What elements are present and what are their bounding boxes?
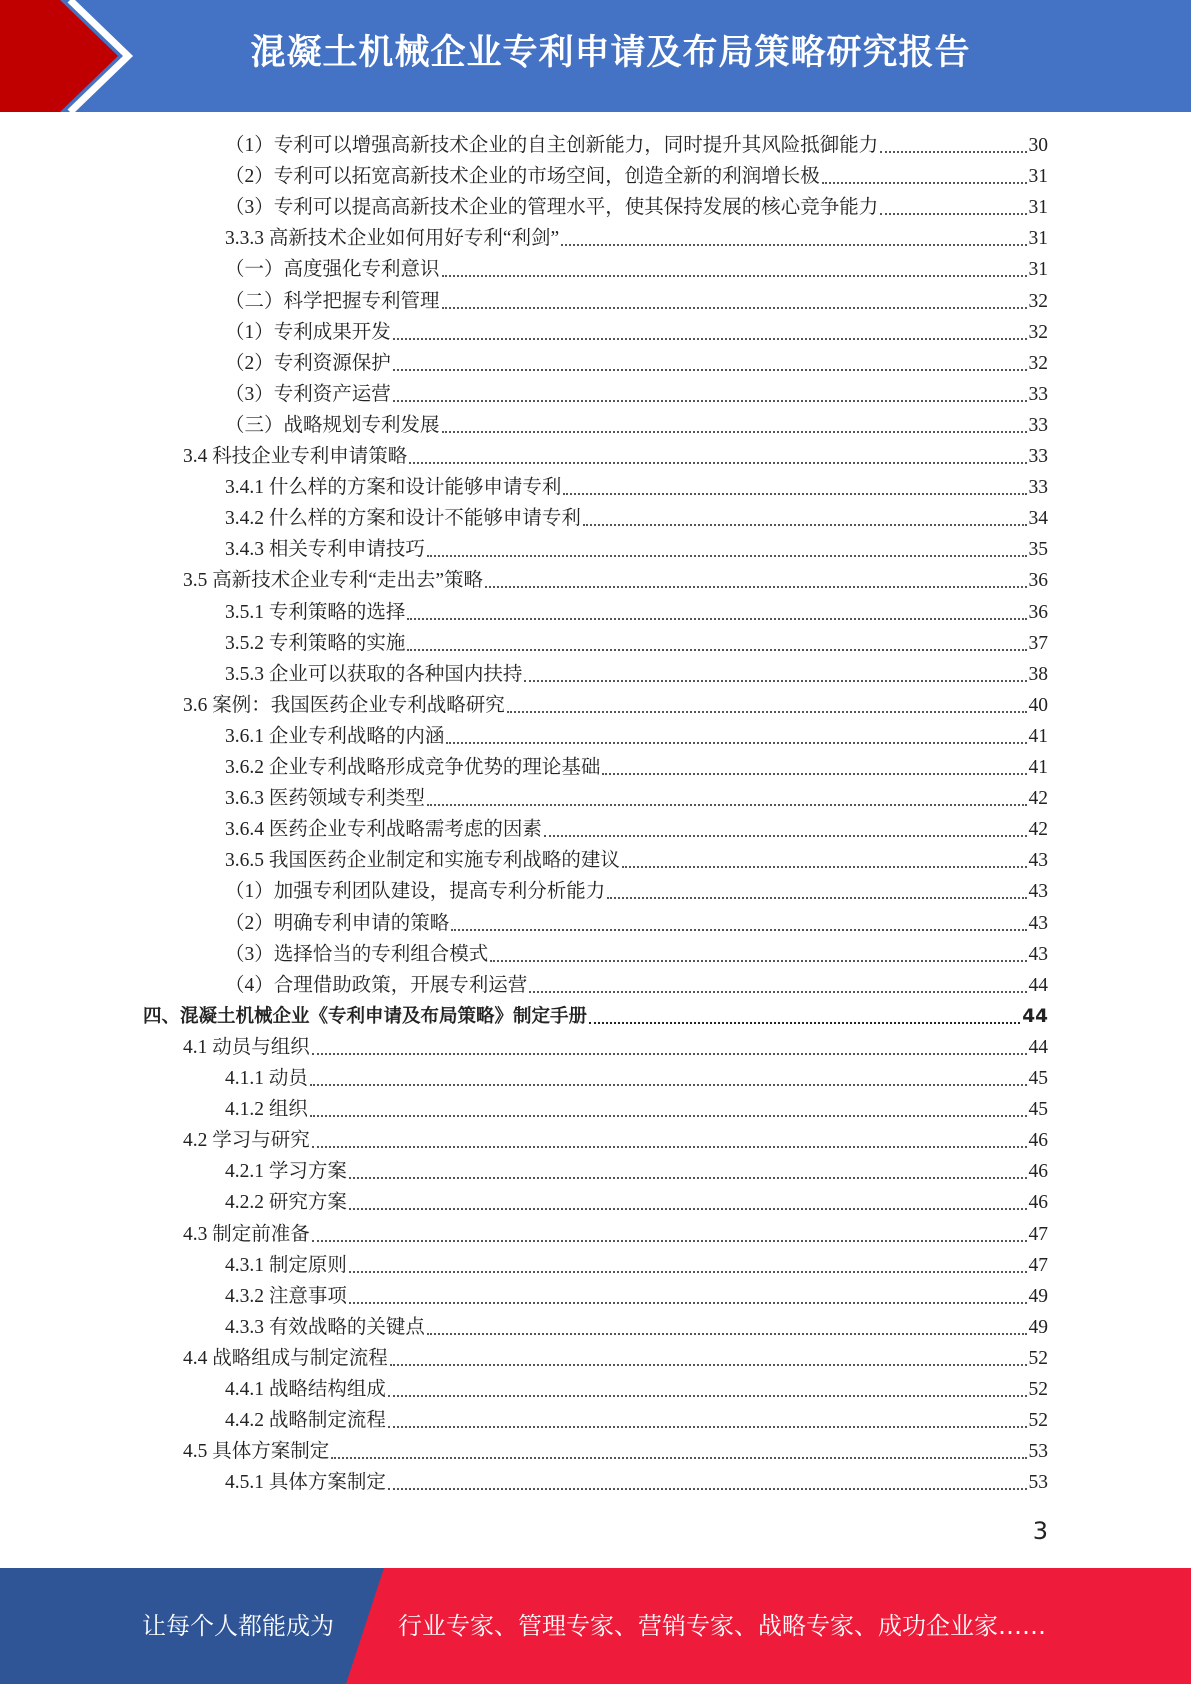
toc-entry-label: 3.5.3 企业可以获取的各种国内扶持: [225, 663, 523, 685]
toc-leader-dots: [490, 960, 1026, 962]
toc-entry-page: 41: [1028, 725, 1048, 747]
toc-entry-page: 31: [1028, 228, 1048, 250]
toc-entry-page: 42: [1028, 788, 1048, 810]
toc-entry-label: 4.5 具体方案制定: [183, 1441, 330, 1463]
toc-entry[interactable]: [225, 1248, 1048, 1279]
toc-entry-page: 33: [1028, 414, 1048, 436]
toc-entry-label: 4.3 制定前准备: [183, 1223, 310, 1245]
toc-entry-page: 44: [1028, 974, 1048, 996]
toc-entry-page: 47: [1028, 1254, 1048, 1276]
toc-entry-label: 3.4.3 相关专利申请技巧: [225, 539, 425, 561]
toc-entry-page: 42: [1028, 819, 1048, 841]
toc-leader-dots: [393, 369, 1027, 371]
toc-leader-dots: [880, 151, 1026, 153]
toc-leader-dots: [524, 680, 1026, 682]
toc-leader-dots: [390, 1364, 1027, 1366]
toc-entry-label: （1）加强专利团队建设，提高专利分析能力: [225, 881, 606, 903]
page-header: [0, 0, 1191, 112]
toc-entry-label: （3）专利可以提高高新技术企业的管理水平，使其保持发展的核心竞争能力: [225, 197, 879, 219]
toc-entry-label: 3.5.2 专利策略的实施: [225, 632, 406, 654]
toc-leader-dots: [310, 1084, 1027, 1086]
toc-entry-label: 4.4.2 战略制定流程: [225, 1410, 386, 1432]
toc-leader-dots: [331, 1457, 1026, 1459]
toc-entry[interactable]: [225, 657, 1048, 688]
toc-entry[interactable]: [225, 781, 1048, 812]
toc-entry[interactable]: [225, 128, 1048, 159]
toc-leader-dots: [388, 1426, 1027, 1428]
toc-entry[interactable]: [143, 999, 1048, 1030]
toc-leader-dots: [602, 773, 1026, 775]
toc-entry[interactable]: [225, 315, 1048, 346]
toc-entry[interactable]: [225, 812, 1048, 843]
toc-entry[interactable]: [225, 501, 1048, 532]
toc-entry-page: 33: [1028, 446, 1048, 467]
footer-slogan-left: 让每个人都能成为: [142, 1612, 334, 1640]
toc-entry-label: 3.5 高新技术企业专利“走出去”策略: [183, 570, 484, 592]
toc-entry-label: 4.3.3 有效战略的关键点: [225, 1316, 425, 1338]
toc-entry-label: 3.4 科技企业专利申请策略: [183, 446, 408, 467]
toc-entry-label: 4.2.1 学习方案: [225, 1161, 347, 1183]
toc-leader-dots: [589, 1022, 1020, 1024]
toc-leader-dots: [822, 182, 1027, 184]
toc-entry-label: （4）合理借助政策，开展专利运营: [225, 974, 528, 996]
toc-entry-page: 35: [1028, 539, 1048, 561]
toc-entry-page: 43: [1028, 850, 1048, 872]
toc-entry[interactable]: [183, 1123, 1048, 1154]
toc-entry-page: 45: [1028, 1068, 1048, 1089]
toc-entry-page: 32: [1028, 321, 1048, 343]
toc-leader-dots: [485, 586, 1026, 588]
page-number: 3: [1032, 1517, 1048, 1545]
toc-entry-page: 33: [1028, 477, 1048, 499]
toc-entry[interactable]: [225, 1279, 1048, 1310]
toc-entry-label: 3.6.5 我国医药企业制定和实施专利战略的建议: [225, 850, 620, 872]
toc-entry-label: 3.4.2 什么样的方案和设计不能够申请专利: [225, 508, 581, 530]
toc-entry[interactable]: [225, 408, 1048, 439]
toc-entry-label: 3.4.1 什么样的方案和设计能够申请专利: [225, 477, 562, 499]
toc-leader-dots: [427, 555, 1027, 557]
toc-entry-page: 53: [1028, 1472, 1048, 1494]
toc-entry[interactable]: [225, 750, 1048, 781]
toc-entry-label: 4.1 动员与组织: [183, 1036, 310, 1058]
toc-entry[interactable]: [225, 190, 1048, 221]
footer-slogan-right: 行业专家、管理专家、营销专家、战略专家、成功企业家……: [398, 1612, 1046, 1640]
toc-entry-label: 4.1.1 动员: [225, 1068, 308, 1089]
toc-entry-label: 3.5.1 专利策略的选择: [225, 601, 406, 623]
toc-entry[interactable]: [225, 937, 1048, 968]
toc-entry[interactable]: [225, 284, 1048, 315]
toc-entry[interactable]: [183, 1341, 1048, 1372]
toc-entry-label: （三）战略规划专利发展: [225, 414, 440, 436]
toc-entry-page: 41: [1028, 757, 1048, 778]
toc-entry-label: （2）专利资源保护: [225, 352, 391, 374]
toc-entry[interactable]: [225, 1465, 1048, 1496]
toc-entry-page: 33: [1028, 383, 1048, 405]
toc-entry-label: 四、混凝土机械企业《专利申请及布局策略》制定手册: [143, 1005, 588, 1027]
toc-entry-label: （一）高度强化专利意识: [225, 259, 440, 281]
toc-entry[interactable]: [183, 1030, 1048, 1061]
toc-leader-dots: [427, 804, 1027, 806]
toc-entry[interactable]: [225, 968, 1048, 999]
toc-entry[interactable]: [225, 470, 1048, 501]
toc-entry[interactable]: [225, 906, 1048, 937]
toc-entry[interactable]: [225, 221, 1048, 252]
toc-leader-dots: [409, 462, 1026, 464]
toc-entry[interactable]: [225, 595, 1048, 626]
toc-leader-dots: [393, 400, 1027, 402]
toc-entry-page: 47: [1028, 1223, 1048, 1245]
toc-entry[interactable]: [225, 346, 1048, 377]
toc-leader-dots: [388, 1488, 1027, 1490]
toc-entry-page: 31: [1028, 259, 1048, 281]
toc-entry-label: （2）专利可以拓宽高新技术企业的市场空间，创造全新的利润增长极: [225, 166, 820, 188]
toc-leader-dots: [622, 866, 1027, 868]
toc-leader-dots: [407, 618, 1026, 620]
toc-leader-dots: [349, 1271, 1027, 1273]
toc-entry-label: 3.6.4 医药企业专利战略需考虑的因素: [225, 819, 542, 841]
toc-entry-label: 4.3.2 注意事项: [225, 1285, 347, 1307]
toc-entry[interactable]: [225, 1310, 1048, 1341]
report-title: 混凝土机械企业专利申请及布局策略研究报告: [250, 33, 971, 73]
toc-entry-label: 3.6 案例：我国医药企业专利战略研究: [183, 694, 505, 716]
toc-entry-page: 43: [1028, 881, 1048, 903]
toc-leader-dots: [880, 213, 1026, 215]
toc-leader-dots: [507, 711, 1027, 713]
toc-leader-dots: [544, 835, 1027, 837]
toc-entry-page: 34: [1028, 508, 1048, 530]
toc-entry-page: 46: [1028, 1161, 1048, 1183]
toc-entry-page: 43: [1028, 943, 1048, 965]
toc-leader-dots: [310, 1115, 1027, 1117]
toc-entry-page: 44: [1022, 1005, 1048, 1027]
toc-entry-page: 52: [1028, 1410, 1048, 1432]
toc-leader-dots: [442, 307, 1027, 309]
toc-entry-page: 52: [1028, 1379, 1048, 1400]
toc-leader-dots: [349, 1302, 1027, 1304]
toc-entry-page: 52: [1028, 1347, 1048, 1369]
toc-leader-dots: [451, 929, 1026, 931]
toc-entry-label: （3）选择恰当的专利组合模式: [225, 943, 489, 965]
toc-entry-page: 46: [1028, 1130, 1048, 1152]
toc-entry[interactable]: [225, 719, 1048, 750]
toc-leader-dots: [529, 991, 1026, 993]
toc-entry[interactable]: [225, 626, 1048, 657]
toc-entry[interactable]: [225, 1092, 1048, 1123]
toc-entry-page: 32: [1028, 352, 1048, 374]
toc-entry-label: 4.4.1 战略结构组成: [225, 1379, 386, 1400]
toc-entry-page: 40: [1028, 694, 1048, 716]
toc-entry-label: 4.2.2 研究方案: [225, 1192, 347, 1214]
toc-entry-label: （二）科学把握专利管理: [225, 290, 440, 312]
toc-leader-dots: [561, 244, 1026, 246]
toc-leader-dots: [388, 1395, 1027, 1397]
toc-entry-page: 37: [1028, 632, 1048, 654]
toc-entry[interactable]: [225, 874, 1048, 905]
toc-entry-label: 4.4 战略组成与制定流程: [183, 1347, 388, 1369]
toc-entry[interactable]: [183, 688, 1048, 719]
toc-leader-dots: [349, 1177, 1027, 1179]
toc-entry-page: 49: [1028, 1316, 1048, 1338]
toc-leader-dots: [563, 493, 1026, 495]
toc-entry-label: 4.1.2 组织: [225, 1099, 308, 1121]
toc-entry[interactable]: [225, 252, 1048, 283]
toc-entry-page: 36: [1028, 570, 1048, 592]
toc-entry[interactable]: [183, 439, 1048, 470]
toc-leader-dots: [583, 524, 1027, 526]
toc-entry-label: （1）专利成果开发: [225, 321, 391, 343]
toc-entry-page: 30: [1028, 135, 1048, 156]
toc-leader-dots: [312, 1146, 1027, 1148]
page-footer: [0, 1568, 1191, 1684]
toc-entry[interactable]: [225, 1154, 1048, 1185]
toc-entry-page: 36: [1028, 601, 1048, 623]
toc-leader-dots: [442, 275, 1027, 277]
toc-entry[interactable]: [225, 1061, 1048, 1092]
toc-entry-label: 3.6.2 企业专利战略形成竞争优势的理论基础: [225, 757, 601, 778]
toc-entry-page: 43: [1028, 912, 1048, 934]
toc-entry[interactable]: [225, 532, 1048, 563]
toc-leader-dots: [427, 1333, 1027, 1335]
toc-entry-page: 38: [1028, 663, 1048, 685]
toc-entry-label: 4.3.1 制定原则: [225, 1254, 347, 1276]
toc-leader-dots: [607, 897, 1026, 899]
toc-entry[interactable]: [225, 1185, 1048, 1216]
toc-entry-page: 45: [1028, 1099, 1048, 1121]
toc-entry-label: （2）明确专利申请的策略: [225, 912, 450, 934]
toc-leader-dots: [393, 338, 1027, 340]
toc-entry[interactable]: [183, 1434, 1048, 1465]
toc-leader-dots: [442, 431, 1027, 433]
toc-entry-page: 32: [1028, 290, 1048, 312]
toc-entry-label: 3.3.3 高新技术企业如何用好专利“利剑”: [225, 228, 560, 250]
toc-entry[interactable]: [183, 563, 1048, 594]
toc-entry-label: 3.6.1 企业专利战略的内涵: [225, 725, 445, 747]
toc-entry-label: 4.2 学习与研究: [183, 1130, 310, 1152]
toc-entry-label: （3）专利资产运营: [225, 383, 391, 405]
toc-entry-page: 46: [1028, 1192, 1048, 1214]
toc-entry-page: 49: [1028, 1285, 1048, 1307]
toc-entry[interactable]: [225, 843, 1048, 874]
toc-entry-label: 3.6.3 医药领域专利类型: [225, 788, 425, 810]
toc-entry-page: 44: [1028, 1036, 1048, 1058]
toc-entry[interactable]: [225, 1372, 1048, 1403]
toc-leader-dots: [349, 1208, 1027, 1210]
toc-entry-page: 31: [1028, 166, 1048, 188]
toc-leader-dots: [407, 649, 1026, 651]
toc-entry[interactable]: [225, 159, 1048, 190]
toc-leader-dots: [312, 1240, 1027, 1242]
toc-entry[interactable]: [183, 1217, 1048, 1248]
toc-entry-label: （1）专利可以增强高新技术企业的自主创新能力，同时提升其风险抵御能力: [225, 135, 879, 156]
toc-entry[interactable]: [225, 377, 1048, 408]
toc-entry-page: 31: [1028, 197, 1048, 219]
toc-leader-dots: [446, 742, 1026, 744]
toc-entry-page: 53: [1028, 1441, 1048, 1463]
toc-entry[interactable]: [225, 1403, 1048, 1434]
toc-entry-label: 4.5.1 具体方案制定: [225, 1472, 386, 1494]
toc-leader-dots: [312, 1053, 1027, 1055]
